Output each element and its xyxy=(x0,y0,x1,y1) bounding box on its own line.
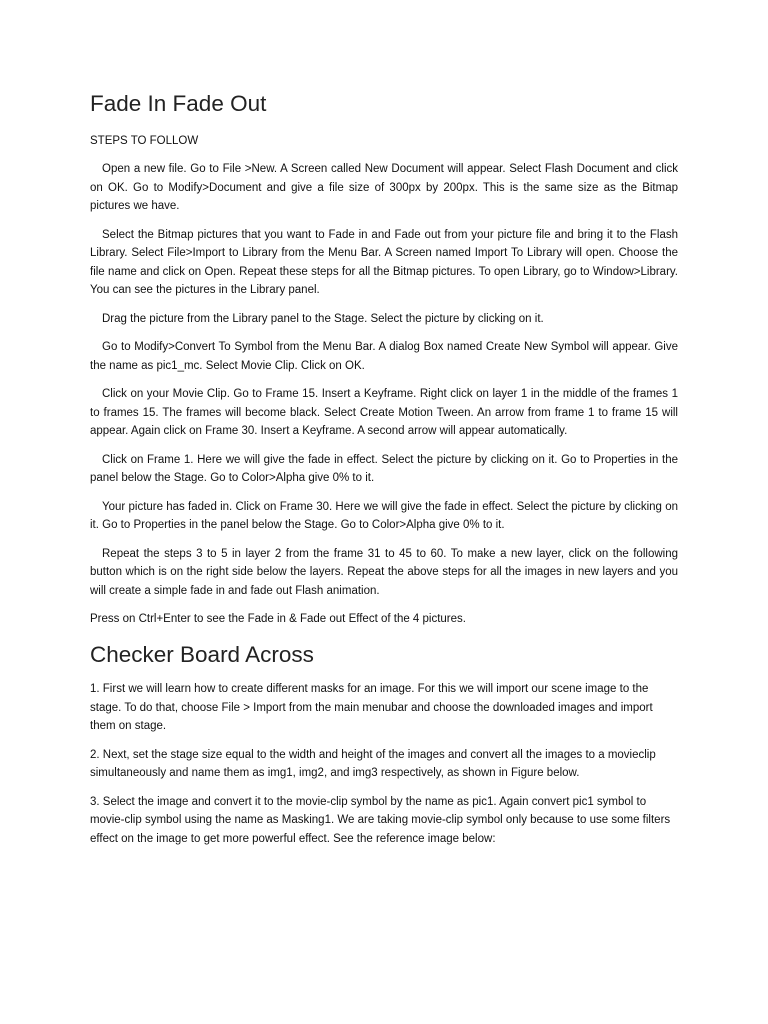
paragraph: Open a new file. Go to File >New. A Screen called New Document will appear. Select Flash Document and click on OK. Go to Modify>Document and give a file size of 300px by 200px. This is the same size as the Bitmap pictures we have. xyxy=(90,163,678,212)
numbered-paragraph: 1. First we will learn how to create different masks for an image. For this we will import our scene image to the stage. To do that, choose File > Import from the main menubar and choose the downloaded images and import them on stage. xyxy=(90,683,653,732)
steps-subheading: STEPS TO FOLLOW xyxy=(90,134,199,147)
paragraph: Go to Modify>Convert To Symbol from the Menu Bar. A dialog Box named Create New Symbol will appear. Give the name as pic1_mc. Select Movie Clip. Click on OK. xyxy=(90,341,678,372)
numbered-paragraph: 3. Select the image and convert it to the movie-clip symbol by the name as pic1. Again convert pic1 symbol to movie-clip symbol using the name as Masking1. We are taking movie-clip symbol only because to use some filters effect on the image to get more powerful effect. See the reference image below: xyxy=(90,795,671,845)
paragraph: Click on your Movie Clip. Go to Frame 15. Insert a Keyframe. Right click on layer 1 in the middle of the frames 1 to frames 15. The frames will become black. Select Create Motion Tween. An arrow from frame 1 to frame 15 will appear. Again click on Frame 30. Insert a Keyframe. A second arrow will appear automatically. xyxy=(90,388,678,437)
document-content xyxy=(90,88,678,858)
paragraph: Click on Frame 1. Here we will give the fade in effect. Select the picture by clicking on it. Go to Properties in the panel below the Stage. Go to Color>Alpha give 0% to it. xyxy=(90,453,678,484)
paragraph: Repeat the steps 3 to 5 in layer 2 from the frame 31 to 45 to 60. To make a new layer, click on the following button which is on the right side below the layers. Repeat the above steps for all the images in new layers and you will create a simple fade in and fade out Flash animation. xyxy=(90,547,678,597)
paragraph: Your picture has faded in. Click on Frame 30. Here we will give the fade in effect. Select the picture by clicking on it. Go to Properties in the panel below the Stage. Go to Color>Alpha give 0% to it. xyxy=(90,500,678,531)
paragraph: Select the Bitmap pictures that you want to Fade in and Fade out from your picture file and bring it to the Flash Library. Select File>Import to Library from the Menu Bar. A Screen named Import To Library will open. Choose the file name and click on Open. Repeat these steps for all the Bitmap pictures. To open Library, go to Window>Library. You can see the pictures in the Library panel. xyxy=(90,228,678,296)
numbered-paragraph: 2. Next, set the stage size equal to the width and height of the images and convert all the images to a movieclip simultaneously and name them as img1, img2, and img3 respectively, as shown in Figure below. xyxy=(90,748,656,779)
section-title-checker: Checker Board Across xyxy=(90,641,314,667)
paragraph: Drag the picture from the Library panel to the Stage. Select the picture by clicking on it. xyxy=(102,312,544,325)
section-title-fade: Fade In Fade Out xyxy=(90,91,267,116)
closing-paragraph: Press on Ctrl+Enter to see the Fade in & Fade out Effect of the 4 pictures. xyxy=(90,613,466,625)
